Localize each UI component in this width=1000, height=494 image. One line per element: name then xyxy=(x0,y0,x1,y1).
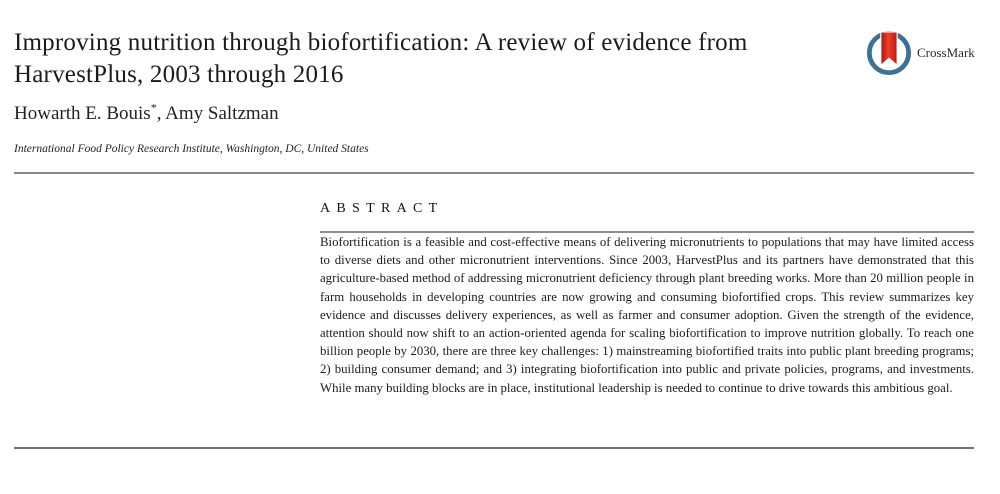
author-name-2: Amy Saltzman xyxy=(165,103,279,124)
abstract-heading: ABSTRACT xyxy=(320,201,444,216)
article-title xyxy=(14,27,747,91)
header-divider xyxy=(14,172,974,174)
crossmark-badge[interactable] xyxy=(866,30,975,76)
crossmark-label: CrossMark xyxy=(917,45,975,60)
footer-divider xyxy=(14,447,974,449)
author-list xyxy=(14,100,279,125)
crossmark-icon xyxy=(866,30,912,76)
article-title-line-1: Improving nutrition through biofortification: A review of evidence from xyxy=(14,29,748,56)
author-name-1: Howarth E. Bouis xyxy=(14,103,151,124)
corresponding-author-link[interactable]: * xyxy=(150,100,157,115)
article-title-line-2: HarvestPlus, 2003 through 2016 xyxy=(14,61,344,88)
author-separator: , xyxy=(156,103,166,124)
abstract-text: Biofortification is a feasible and cost-effective means of delivering micronutrients to populations that may have limited access to diverse diets and other micronutrient interventions. Since 2003, HarvestPlus and its partners have demonstrated that this agriculture-based method of addressing micronutrient deficiency through plant breeding works. More than 20 million people in farm households in developing countries are now growing and consuming biofortified crops. This review summarizes key evidence and discusses delivery experiences, as well as farmer and consumer adoption. Given the strength of the evidence, attention should now shift to an action-oriented agenda for scaling biofortification to improve nutrition globally. To reach one billion people by 2030, there are three key challenges: 1) mainstreaming biofortified traits into public plant breeding programs; 2) building consumer demand; and 3) integrating biofortification into public and private policies, programs, and investments. While many building blocks are in place, institutional leadership is needed to continue to drive towards this ambitious goal. xyxy=(320,235,974,395)
affiliation-line: International Food Policy Research Institute, Washington, DC, United States xyxy=(14,143,369,155)
